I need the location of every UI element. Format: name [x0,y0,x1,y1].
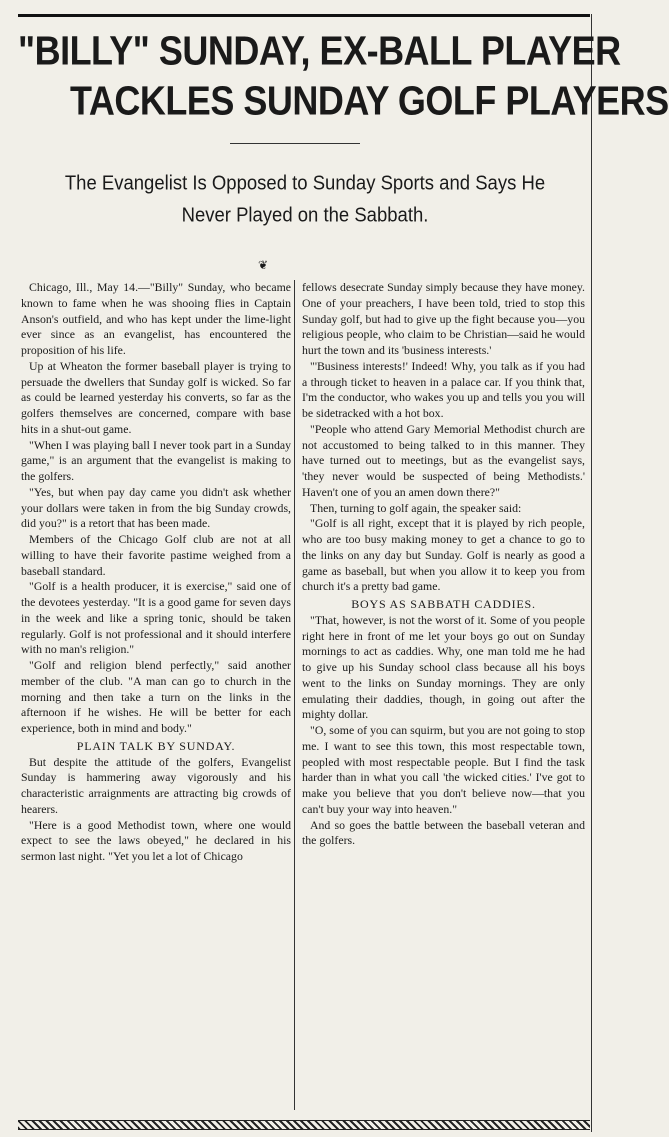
paragraph: Members of the Chicago Golf club are not at all willing to have their favorite pastime weighed from a baseball standard. [21,532,291,578]
paragraph: And so goes the battle between the baseball veteran and the golfers. [302,817,585,848]
paragraph: But despite the attitude of the golfers, Evangelist Sunday is hammering away vigorously and his characteristic arraignments are attracting big crowds of hearers. [21,754,291,816]
paragraph: "Yes, but when pay day came you didn't ask whether your dollars were taken in from the big Sunday crowds, did you?" is a retort that has been made. [21,484,291,531]
deck-line-1: The Evangelist Is Opposed to Sunday Sports and Says He [64,170,546,194]
paragraph: Up at Wheaton the former baseball player is trying to persuade the dwellers that Sunday golf is wicked. So far as could be learned yesterday his converts, so far as the golfers themselves are concerned, compare with base hits in a shut-out game. [21,358,291,436]
headline-line-1: "BILLY" SUNDAY, EX-BALL PLAYER [18,27,621,74]
paragraph: "Golf is a health producer, it is exercise," said one of the devotees yesterday. "It is a good game for seven days in the week and like a spring tonic, should be taken regularly. Golf is not professional and it should interfere with no man's religion." [21,579,291,657]
paragraph: "Here is a good Methodist town, where one would expect to see the laws obeyed," he declared in his sermon last night. "Yet you let a lot of Chicago [21,817,291,863]
paragraph: "Golf is all right, except that it is played by rich people, who are too busy making money to get a chance to go to the links on any day but Sunday. Golf is nearly as good a game as baseball, but when you allow it to keep you from church it's a pretty bad game. [302,516,585,594]
paragraph: "When I was playing ball I never took part in a Sunday game," is an argument that the evangelist is making to the golfers. [21,437,291,483]
deck-line-2: Never Played on the Sabbath. [181,202,429,226]
top-rule [18,14,590,17]
paragraph: "Golf and religion blend perfectly," said another member of the club. "A man can go to church in the morning and then take a turn on the links in the afternoon if he wishes. He will be better for each experience, both in mind and body." [21,658,291,735]
column-divider [294,280,295,1110]
bottom-border [18,1120,590,1130]
paragraph: Then, turning to golf again, the speaker said: [310,500,522,515]
left-column [21,280,291,865]
paragraph: "'Business interests!' Indeed! Why, you talk as if you had a through ticket to heaven in a palace car. If you think that, I'm the conductor, who wakes you up and tells you you will be sidetracked with a hot box. [302,358,585,420]
paragraph: "People who attend Gary Memorial Methodist church are not accustomed to being talked to in this manner. They have turned out to meetings, but as the evangelist says, 'they never would be suspected of being Methodists.' Haven't one of you an amen down there?" [302,421,585,499]
right-column [302,280,585,849]
ornament-icon: ❦ [258,258,269,272]
right-border-rule [591,14,592,1132]
paragraph: fellows desecrate Sunday simply because they have money. One of your preachers, I have been told, tried to stop this Sunday golf, but had to give up the fight because you—you religious people, who claim to be Christian—said he would hurt the town and its 'business interests.' [302,280,585,357]
paragraph: "That, however, is not the worst of it. Some of you people right here in front of me let your boys go out on Sunday mornings to act as caddies. Why, one man told me he had to give up his Sunday school class because all his boys went to the links on Sunday mornings. They are only emulating their daddies, though, in going out after the mighty dollar. [302,612,585,722]
subheading: BOYS AS SABBATH CADDIES. [351,597,536,611]
headline-line-2: TACKLES SUNDAY GOLF PLAYERS [70,77,669,124]
paragraph: Chicago, Ill., May 14.—"Billy" Sunday, who became known to fame when he was shooing flies in Captain Anson's outfield, and who has kept under the lime-light ever since as an evangelist, has encountered the proposition of his life. [21,280,291,357]
paragraph: "O, some of you can squirm, but you are not going to stop me. I want to see this town, this most respectable town, peopled with most respectable people. But I find the task harder than in what you call 'the wicked cities.' I've got to make you believe that you don't believe now—that you can't buy your way into heaven." [302,723,585,816]
subheading: PLAIN TALK BY SUNDAY. [76,738,236,753]
deck-divider [230,143,360,144]
